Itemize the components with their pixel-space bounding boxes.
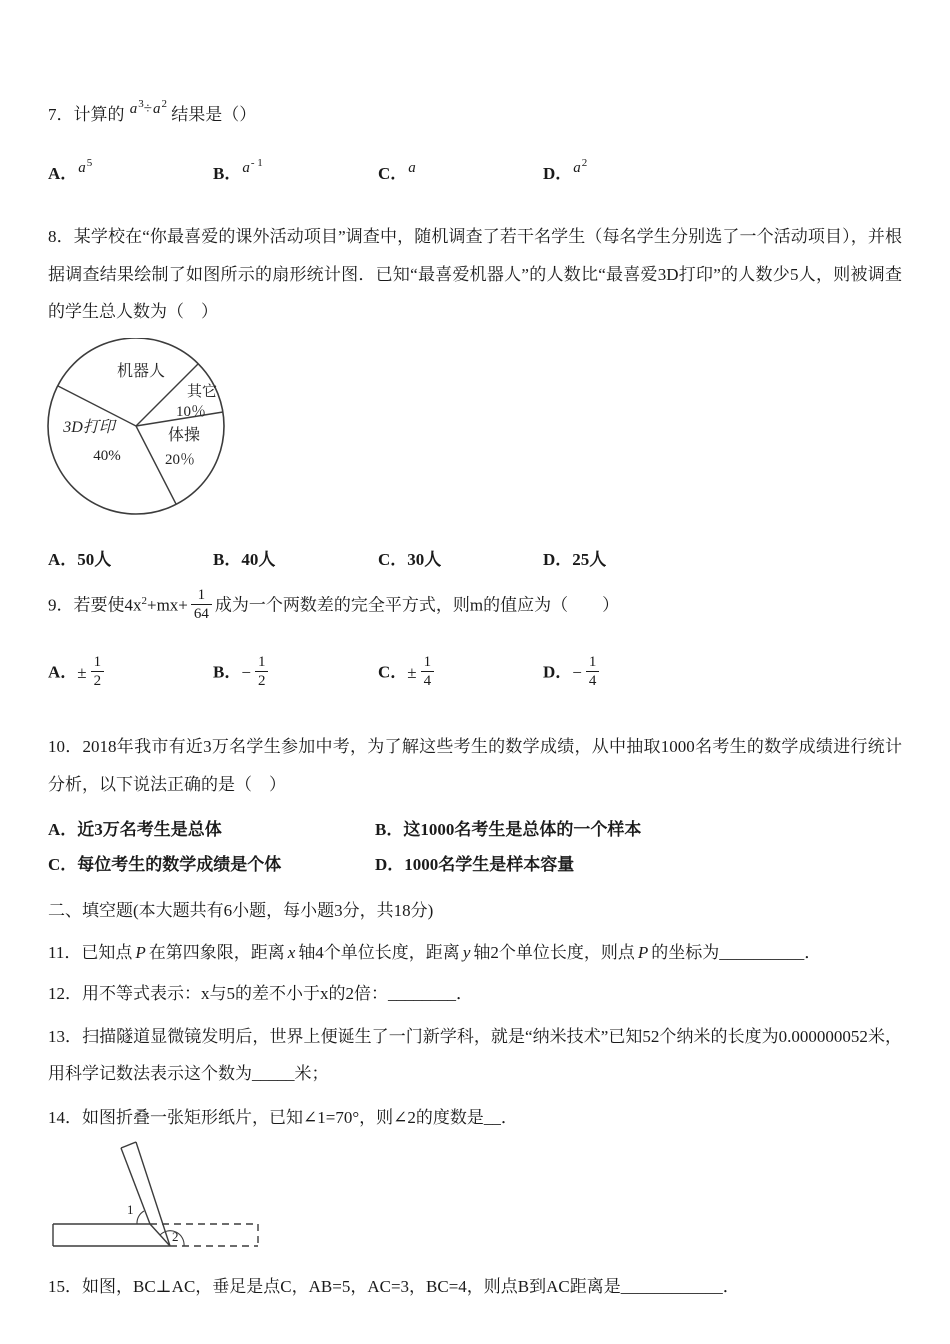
q11-part-0: 11．已知点: [48, 942, 133, 962]
q10-option-b-text: 这1000名考生是总体的一个样本: [403, 820, 642, 840]
q7-expr-base2: a: [152, 101, 161, 117]
pie-label-other: 其它: [186, 384, 218, 401]
pie-chart: [44, 338, 236, 520]
q10-option-a-label: A．: [48, 820, 78, 840]
question-11: [48, 936, 902, 969]
q8-option-a-text: 50人: [77, 550, 112, 570]
q10-options-row2: [48, 848, 902, 881]
q7-option-b: [213, 159, 378, 184]
q10-option-a: [48, 813, 375, 846]
q11-blank: __________．: [719, 942, 822, 962]
q8-option-c-text: 30人: [407, 550, 442, 570]
q9-option-b: B．− $\frac{1}{2}$: [213, 655, 378, 692]
q7-option-c-base: a: [408, 160, 416, 177]
angle-1-label: 1: [127, 1201, 134, 1217]
q9-fraction-num: 1: [191, 586, 212, 605]
q8-option-a-label: A．: [48, 550, 78, 570]
minus-sign: −: [241, 662, 251, 682]
q9-option-c-label: C．: [378, 662, 408, 682]
q9-fraction-den: 64: [193, 606, 209, 623]
q8-option-c: [378, 545, 543, 570]
q10-text: 10．2018年我市有近3万名学生参加中考，为了解这些考生的数学成绩，从中抽取1000名考生的数学成绩进行统计分析，以下说法正确的是（ ）: [48, 737, 902, 794]
q7-option-b-label: B．: [213, 164, 242, 184]
q10-option-c-label: C．: [48, 855, 78, 875]
question-10: [48, 728, 902, 803]
q11-part-8: 的坐标为: [651, 942, 720, 962]
q8-text: 8．某学校在“你最喜爱的课外活动项目”调查中，随机调查了若干名学生（每名学生分别选了一个活动项目），并根据调查结果绘制了如图所示的扇形统计图．已知“最喜爱机器人”的人数比“最喜爱3D打印”的人数少5人，则被调查的学生总人数为（ ）: [48, 227, 902, 322]
q8-options: [48, 545, 902, 570]
folded-paper-figure: [50, 1138, 265, 1253]
question-8: [48, 218, 902, 330]
q10-option-c-text: 每位考生的数学成绩是个体: [77, 855, 282, 875]
q10-option-a-text: 近3万名考生是总体: [77, 820, 222, 840]
q8-figure: [44, 338, 902, 525]
q7-option-c: [378, 159, 543, 184]
angle-1-arc: [137, 1211, 144, 1224]
q10-options-row1: [48, 813, 902, 846]
q14-figure: [50, 1138, 902, 1258]
q8-option-b-text: 40人: [241, 550, 276, 570]
q9-square-sup: 2: [141, 595, 147, 608]
q11-var-y: y: [462, 942, 471, 962]
q14-text: 14．如图折叠一张矩形纸片，已知∠1=70°，则∠2的度数是__．: [48, 1107, 518, 1127]
q7-option-b-base: a: [242, 160, 250, 177]
q8-option-d-text: 25人: [572, 550, 607, 570]
plus-minus-sign: ±: [77, 662, 87, 682]
q9-fraction: [191, 586, 212, 623]
minus-sign: −: [572, 662, 582, 682]
q11-part-2: 在第四象限，距离: [148, 942, 285, 962]
q10-option-b: [375, 813, 702, 846]
q8-option-d: [543, 545, 606, 570]
q8-option-a: [48, 545, 213, 570]
q9-option-a-label: A．: [48, 662, 78, 682]
q9-option-a: A．± $\frac{1}{2}$: [48, 655, 213, 692]
q7-text-post: 结果是（）: [171, 105, 257, 124]
q8-option-c-label: C．: [378, 550, 408, 570]
q9-text-mid: +mx+: [147, 595, 188, 615]
angle-2-label: 2: [172, 1228, 179, 1244]
divide-operator: ÷: [143, 101, 152, 117]
q7-option-d: [543, 159, 587, 184]
q7-options: [48, 159, 902, 184]
q7-expr-sup1: 3: [138, 98, 144, 110]
q9-text-post: 成为一个两数差的完全平方式，则m的值应为（ ）: [214, 595, 620, 615]
section-2-header: [48, 895, 902, 927]
q7-option-a: [48, 159, 213, 184]
q7-option-b-sup: - 1: [250, 157, 263, 170]
q8-option-d-label: D．: [543, 550, 573, 570]
pie-label-gym-pct: 20％: [164, 452, 196, 469]
pie-label-gym: 体操: [167, 427, 201, 445]
q7-option-d-label: D．: [543, 164, 573, 184]
question-13: [48, 1018, 902, 1093]
question-7: [48, 98, 902, 131]
q7-expr-sup2: 2: [161, 98, 167, 110]
flap-top-edge: [121, 1142, 136, 1148]
pie-label-print: 3D打印: [63, 419, 115, 437]
q8-option-b-label: B．: [213, 550, 242, 570]
question-9: [48, 588, 902, 625]
q7-option-a-sup: 5: [86, 157, 93, 170]
q9-option-d-label: D．: [543, 662, 573, 682]
q9-options: [48, 655, 902, 692]
q9-option-d: D．− $\frac{1}{4}$: [543, 655, 602, 692]
q9-text-pre: 9．若要使4x: [48, 595, 142, 615]
pie-label-print-pct: 40%: [93, 448, 121, 465]
flap-left-edge: [121, 1148, 150, 1224]
q7-option-d-base: a: [573, 160, 581, 177]
q10-option-d-text: 1000名学生是样本容量: [404, 855, 575, 875]
q11-var-x: x: [287, 942, 296, 962]
q8-option-b: [213, 545, 378, 570]
q11-var-p2: P: [637, 942, 649, 962]
q10-option-d-label: D．: [375, 855, 405, 875]
q7-option-d-sup: 2: [581, 157, 588, 170]
q9-option-b-label: B．: [213, 662, 242, 682]
flap-right-edge: [136, 1142, 170, 1246]
q11-var-p: P: [135, 942, 146, 962]
q7-option-a-base: a: [78, 160, 86, 177]
question-12: [48, 977, 902, 1010]
question-14: [48, 1101, 902, 1134]
q11-part-6: 轴2个单位长度，则点: [473, 942, 635, 962]
q9-option-c: C．± $\frac{1}{4}$: [378, 655, 543, 692]
pie-label-other-pct: 10％: [175, 404, 207, 421]
q7-text-pre: 7．计算的: [48, 105, 125, 124]
q12-text: 12．用不等式表示：x与5的差不小于x的2倍：________．: [48, 983, 473, 1003]
q10-option-d: [375, 848, 702, 881]
q7-option-c-label: C．: [378, 164, 408, 184]
q10-option-c: [48, 848, 375, 881]
plus-minus-sign: ±: [407, 662, 417, 682]
section-2-title: 二、填空题(本大题共有6小题，每小题3分，共18分): [48, 901, 434, 921]
q11-part-4: 轴4个单位长度，距离: [298, 942, 460, 962]
q13-text: 13．扫描隧道显微镜发明后，世界上便诞生了一门新学科，就是“纳米技术”已知52个纳米的长度为0.000000052米，用科学记数法表示这个数为_____米；: [48, 1027, 902, 1084]
q7-expression: [129, 98, 167, 117]
q7-option-a-label: A．: [48, 164, 78, 184]
pie-label-robot: 机器人: [116, 363, 166, 381]
q7-expr-base1: a: [129, 101, 138, 117]
q10-option-b-label: B．: [375, 820, 404, 840]
question-15: [48, 1270, 902, 1303]
q15-text: 15．如图，BC⊥AC，垂足是点C，AB=5，AC=3，BC=4，则点B到AC距离是____________．: [48, 1276, 740, 1296]
